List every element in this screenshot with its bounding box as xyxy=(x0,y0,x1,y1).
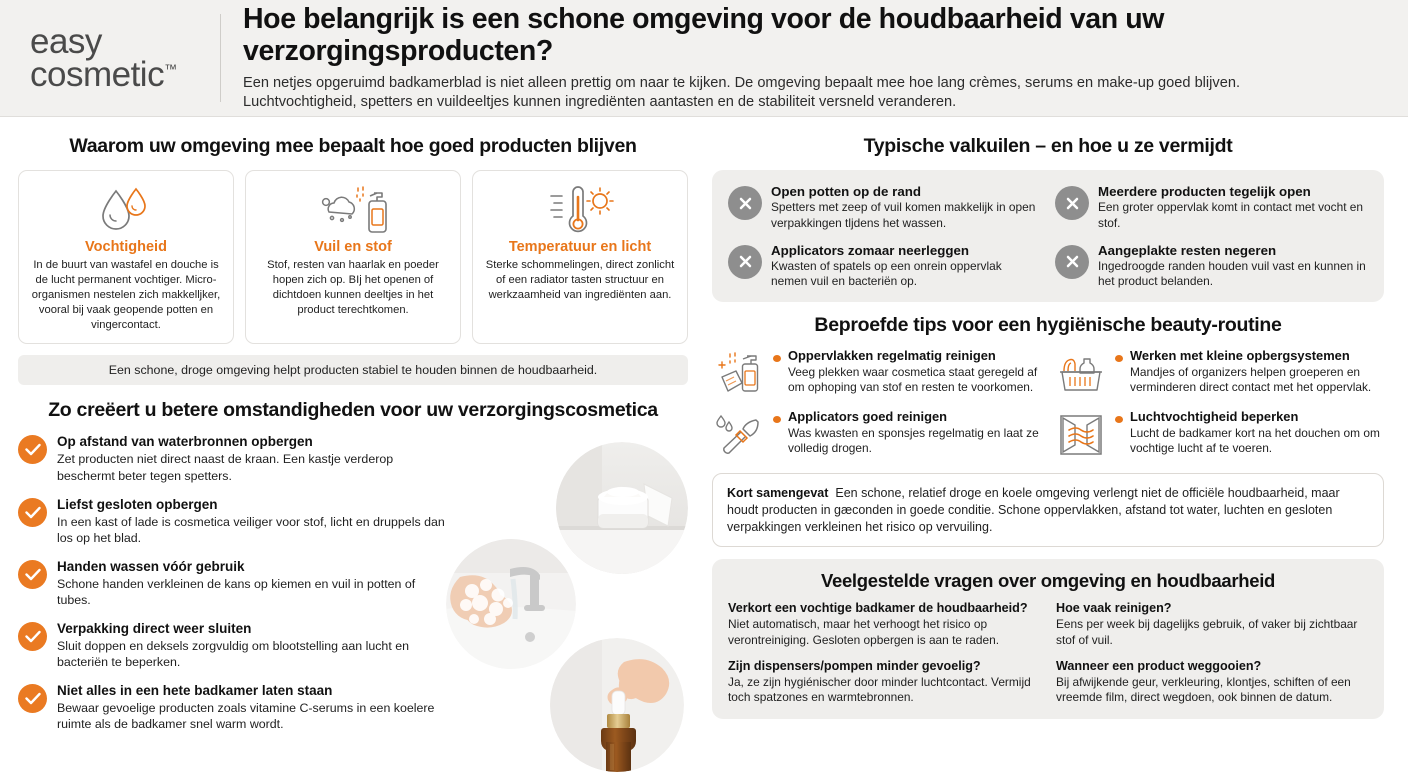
checklist-section-title: Zo creëert u betere omstandigheden voor uw verzorgingscosmetica xyxy=(48,399,658,422)
checklist-text xyxy=(57,434,448,483)
faq-item xyxy=(728,659,1040,706)
pitfalls-section-title: Typische valkuilen – en hoe u ze vermijdt xyxy=(863,135,1233,157)
info-card-title: Temperatuur en licht xyxy=(508,239,652,255)
pitfall-item xyxy=(728,184,1041,231)
info-card-temperature-light xyxy=(472,170,688,344)
faq-answer: Niet automatisch, maar het verhoogt het risico op verontreiniging. Gesloten opbergen is aan te raden. xyxy=(728,617,1000,647)
checklist-item-title: Verpakking direct weer sluiten xyxy=(57,620,252,636)
faq-question: Verkort een vochtige badkamer de houdbaarheid? xyxy=(728,601,1028,616)
faq-title: Veelgestelde vragen over omgeving en houdbaarheid xyxy=(820,570,1276,592)
checklist-text xyxy=(57,559,448,608)
storage-basket-icon xyxy=(1054,349,1108,397)
checklist-item xyxy=(18,683,448,732)
pitfalls-panel xyxy=(712,170,1384,302)
tip-body: Lucht de badkamer kort na het douchen om om vochtige lucht af te voeren. xyxy=(1130,426,1380,456)
page-header xyxy=(0,0,1408,117)
faq-panel xyxy=(712,559,1384,719)
tips-grid xyxy=(712,349,1384,471)
right-column xyxy=(706,117,1408,745)
faq-grid xyxy=(728,601,1368,705)
checklist-text xyxy=(57,683,448,732)
faq-question: Hoe vaak reinigen? xyxy=(1056,601,1172,616)
info-card-dirt-dust xyxy=(245,170,461,344)
tip-text xyxy=(788,349,1042,397)
checklist-item-body: Bewaar gevoelige producten zoals vitamine C-serums in een koelere ruimte als de badkamer snel warm wordt. xyxy=(57,701,435,732)
pitfall-text xyxy=(771,184,1041,231)
checklist-item xyxy=(18,621,448,670)
water-drop-icon xyxy=(94,183,158,237)
photo-collage xyxy=(430,436,702,756)
trademark-symbol: ™ xyxy=(164,61,177,77)
faq-item xyxy=(728,601,1040,648)
header-divider xyxy=(220,14,221,102)
checklist-item xyxy=(18,497,448,546)
checklist-item-body: Zet producten niet direct naast de kraan. Een kastje verderop beschermt beter tegen spetters. xyxy=(57,452,394,483)
header-text-block xyxy=(243,4,1382,113)
tip-title: Oppervlakken regelmatig reinigen xyxy=(788,348,996,364)
faq-answer: Bij afwijkende geur, verkleuring, klontjes, schiften of een vreemde film, direct wegdoen, ook binnen de datum. xyxy=(1056,674,1351,705)
left-section-title: Waarom uw omgeving mee bepaalt hoe goed producten blijven xyxy=(69,135,637,157)
tips-column-left xyxy=(712,349,1042,471)
checklist-item-body: Sluit doppen en deksels zorgvuldig om blootstelling aan lucht en bacteriën te beperken. xyxy=(57,638,409,670)
pitfall-body: Een groter oppervlak komt in contact met vocht en stof. xyxy=(1098,200,1364,230)
pitfall-title: Aangeplakte resten negeren xyxy=(1098,242,1277,258)
tip-title: Applicators goed reinigen xyxy=(788,409,948,425)
check-circle-icon xyxy=(18,498,47,527)
check-circle-icon xyxy=(18,435,47,464)
info-card-title: Vochtigheid xyxy=(85,239,167,255)
pitfall-text xyxy=(771,243,1041,290)
brand-logo xyxy=(30,21,220,94)
tip-item xyxy=(712,410,1042,458)
pitfalls-column-left xyxy=(728,184,1041,289)
checklist-text xyxy=(57,621,448,670)
tips-section-title: Beproefde tips voor een hygiënische beauty-routine xyxy=(814,314,1282,337)
pitfall-body: Kwasten of spatels op een onrein oppervlak nemen vuil en bacteriën op. xyxy=(771,259,1002,289)
thermometer-sun-icon xyxy=(545,183,615,237)
tip-body: Veeg plekken waar cosmetica staat geregeld af om ophoping van stof en resten te voorkomen. xyxy=(788,365,1038,395)
tip-body: Was kwasten en sponsjes regelmatig en laat ze volledig drogen. xyxy=(788,426,1039,456)
tip-bullet-dot xyxy=(1115,416,1123,423)
checklist-item-title: Niet alles in een hete badkamer laten staan xyxy=(57,683,333,699)
faq-question: Zijn dispensers/pompen minder gevoelig? xyxy=(728,658,981,673)
tip-bullet-dot xyxy=(773,416,781,423)
page-title: Hoe belangrijk is een schone omgeving voor de houdbaarheid van uw verzorgingsproducten? xyxy=(243,2,1165,67)
pitfall-text xyxy=(1098,243,1368,290)
checklist-item-title: Liefst gesloten opbergen xyxy=(57,496,218,512)
checklist-item-body: In een kast of lade is cosmetica veiliger voor stof, licht en druppels dan los op het blad. xyxy=(57,514,445,545)
pitfall-title: Applicators zomaar neerleggen xyxy=(771,242,970,258)
serum-dropper-photo xyxy=(550,638,684,772)
summary-label: Kort samengevat xyxy=(727,486,829,501)
checklist xyxy=(18,434,448,732)
faq-item xyxy=(1056,601,1368,648)
faq-answer: Eens per week bij dagelijks gebruik, of vaker bij zichtbaar stof of vuil. xyxy=(1056,617,1358,647)
summary-text: Een schone, relatief droge en koele omgeving verlengt niet de officiële houdbaarheid, maar houdt producten in gæconden in goede conditie. Schone oppervlakken, afstand tot water, luchten en gesloten verpakkingen verkleinen het risico op vervuiling. xyxy=(727,486,1340,534)
pitfall-title: Meerdere producten tegelijk open xyxy=(1098,184,1311,199)
tip-item xyxy=(712,349,1042,397)
cream-jar-photo xyxy=(556,442,688,574)
checklist-item xyxy=(18,434,448,483)
tip-title: Luchtvochtigheid beperken xyxy=(1130,409,1299,425)
pitfall-body: Ingedroogde randen houden vuil vast en kunnen in het product belanden. xyxy=(1098,259,1366,289)
summary-box xyxy=(712,473,1384,547)
checklist-item-title: Op afstand van waterbronnen opbergen xyxy=(57,434,313,450)
pitfall-title: Open potten op de rand xyxy=(771,184,921,199)
info-card-humidity xyxy=(18,170,234,344)
left-column xyxy=(0,117,706,745)
brand-line-1: easy xyxy=(30,21,102,61)
faq-question: Wanneer een product weggooien? xyxy=(1056,658,1262,673)
info-card-body: In de buurt van wastafel en douche is de lucht permanent vochtiger. Micro-organismen nestelen zich makkelljker, vooral bij vaak geopende potten en vingercontact. xyxy=(31,259,221,331)
cross-circle-icon xyxy=(728,245,762,279)
checklist-item xyxy=(18,559,448,608)
faq-answer: Ja, ze zijn hygiénischer door minder luchtcontact. Vermijd toch spatzones en warmtebronnen. xyxy=(728,674,1031,705)
makeup-brush-icon xyxy=(712,410,766,458)
faq-column-left xyxy=(728,601,1040,705)
checklist-item-body: Schone handen verkleinen de kans op kiemen en vuil in potten of tubes. xyxy=(57,576,416,607)
info-card-body: Sterke schommelingen, direct zonlicht of een radiator tasten structuur en werkzaamheid van ingrediënten aan. xyxy=(485,259,675,301)
tip-item xyxy=(1054,410,1384,458)
tips-column-right xyxy=(1054,349,1384,471)
checklist-item-title: Handen wassen vóór gebruik xyxy=(57,558,245,574)
spray-dust-icon xyxy=(317,183,389,237)
open-window-airflow-icon xyxy=(1054,410,1108,458)
cross-circle-icon xyxy=(1055,186,1089,220)
checklist-wrapper xyxy=(18,434,688,732)
check-circle-icon xyxy=(18,684,47,713)
pitfall-body: Spetters met zeep of vuil komen makkelijk in open verpakkingen tljdens het wassen. xyxy=(771,200,1036,230)
pitfall-item xyxy=(1055,184,1368,231)
washing-hands-photo xyxy=(446,539,576,669)
tip-body: Mandjes of organizers helpen groeperen en verminderen direct contact met het oppervlak. xyxy=(1130,365,1372,395)
check-circle-icon xyxy=(18,622,47,651)
faq-item xyxy=(1056,659,1368,706)
tip-text xyxy=(1130,349,1384,397)
brand-line-2 xyxy=(30,55,220,94)
info-card-title: Vuil en stof xyxy=(314,239,392,255)
tip-title: Werken met kleine opbergsystemen xyxy=(1130,348,1350,364)
pitfall-item xyxy=(1055,243,1368,290)
tip-item xyxy=(1054,349,1384,397)
tip-text xyxy=(788,410,1042,458)
left-banner: Een schone, droge omgeving helpt producten stabiel te houden binnen de houdbaarheid. xyxy=(18,355,688,385)
content-columns xyxy=(0,117,1408,745)
cross-circle-icon xyxy=(728,186,762,220)
info-card-body: Stof, resten van haarlak en poeder hopen zich op. BIj het openen of dichtdoen kunnen deeltjes in het product terechtkomen. xyxy=(267,259,439,316)
checklist-text xyxy=(57,497,448,546)
pitfall-text xyxy=(1098,184,1368,231)
pitfalls-column-right xyxy=(1055,184,1368,289)
info-cards xyxy=(18,170,688,344)
cross-circle-icon xyxy=(1055,245,1089,279)
tip-bullet-dot xyxy=(773,355,781,362)
page-subtitle-line-1: Een netjes opgeruimd badkamerblad is niet alleen prettig om naar te kijken. De omgeving bepaalt mee hoe lang crèmes, serums en make-up goed blijven. xyxy=(243,74,1240,91)
page-subtitle-line-2: Luchtvochtigheid, spetters en vuildeeltjes kunnen ingrediënten aantasten en de stabiliteit versneld veranderen. xyxy=(243,93,957,110)
tip-bullet-dot xyxy=(1115,355,1123,362)
faq-column-right xyxy=(1056,601,1368,705)
check-circle-icon xyxy=(18,560,47,589)
pitfall-item xyxy=(728,243,1041,290)
spray-cloth-icon xyxy=(712,349,766,397)
brand-word: cosmetic xyxy=(30,55,165,94)
tip-text xyxy=(1130,410,1384,458)
